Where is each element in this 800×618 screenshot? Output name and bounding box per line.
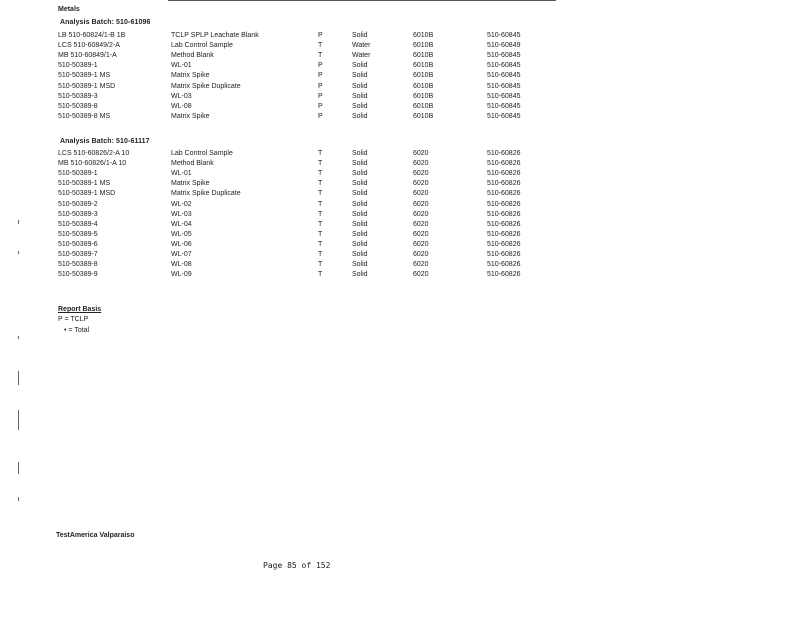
sample-id: 510-50389-7 <box>58 251 98 258</box>
matrix: Solid <box>352 210 368 218</box>
margin-mark <box>18 336 19 339</box>
method: 6020 <box>413 240 429 248</box>
table-row <box>0 149 800 159</box>
method: 6010B <box>413 72 434 80</box>
prep-batch: 510-60849 <box>487 42 521 50</box>
client-sample-id: WL-03 <box>171 210 192 218</box>
margin-mark <box>18 497 19 501</box>
report-basis-line-2: • = Total <box>64 327 90 334</box>
table-row <box>0 260 800 270</box>
sample-id: 510-50389-6 <box>58 240 98 248</box>
client-sample-id: Matrix Spike Duplicate <box>171 82 241 90</box>
prep-batch: 510-60826 <box>487 150 521 157</box>
matrix: Solid <box>352 92 368 100</box>
sample-id: MB 510-60849/1-A <box>58 52 117 60</box>
sample-id: 510-50389-2 <box>58 200 98 208</box>
method: 6020 <box>413 210 429 218</box>
prep-batch: 510-60826 <box>487 170 521 178</box>
method: 6010B <box>413 102 434 110</box>
margin-mark <box>18 462 19 474</box>
table-row <box>0 270 800 280</box>
prep-batch: 510-60826 <box>487 240 521 248</box>
sample-id: MB 510-60826/1-A 10 <box>58 160 127 168</box>
matrix: Solid <box>352 150 368 157</box>
matrix: Solid <box>352 190 368 198</box>
method: 6010B <box>413 42 434 50</box>
client-sample-id: Matrix Spike <box>171 112 210 120</box>
sample-id: 510-50389-4 <box>58 220 98 228</box>
sample-id: LCS 510-60849/2-A <box>58 42 120 50</box>
table-row <box>0 230 800 240</box>
prep-type: T <box>318 200 323 208</box>
table-row <box>0 200 800 210</box>
report-basis-line-2-text: = Total <box>68 327 90 334</box>
client-sample-id: WL-07 <box>171 251 192 258</box>
margin-mark <box>18 251 19 254</box>
margin-mark <box>18 371 19 385</box>
client-sample-id: WL-04 <box>171 220 192 228</box>
sample-id: 510-50389-1 MSD <box>58 82 116 90</box>
table-row <box>0 61 800 71</box>
client-sample-id: Matrix Spike <box>171 180 210 188</box>
sample-id: LCS 510-60826/2-A 10 <box>58 150 130 157</box>
prep-batch: 510-60826 <box>487 210 521 218</box>
method: 6010B <box>413 32 434 39</box>
matrix: Solid <box>352 261 368 269</box>
prep-type: P <box>318 72 323 80</box>
matrix: Solid <box>352 32 368 39</box>
table-row <box>0 102 800 112</box>
method: 6020 <box>413 180 429 188</box>
sample-id: 510-50389-1 MSD <box>58 190 116 198</box>
client-sample-id: WL-03 <box>171 92 192 100</box>
sample-id: 510-50389-1 <box>58 62 98 70</box>
table-row <box>0 51 800 61</box>
client-sample-id: Lab Control Sample <box>171 150 233 157</box>
matrix: Solid <box>352 220 368 228</box>
matrix: Water <box>352 52 371 60</box>
matrix: Water <box>352 42 371 50</box>
method: 6020 <box>413 251 429 258</box>
prep-batch: 510-60826 <box>487 220 521 228</box>
sample-id: LB 510-60824/1-B 1B <box>58 32 126 39</box>
prep-batch: 510-60826 <box>487 261 521 269</box>
client-sample-id: Method Blank <box>171 160 214 168</box>
prep-type: T <box>318 180 323 188</box>
prep-type: P <box>318 62 323 70</box>
matrix: Solid <box>352 62 368 70</box>
sample-id: 510-50389-8 MS <box>58 112 111 120</box>
prep-batch: 510-60845 <box>487 72 521 80</box>
top-rule <box>168 0 556 1</box>
table-row <box>0 41 800 51</box>
matrix: Solid <box>352 251 368 258</box>
batch-heading-1: Analysis Batch: 510-61096 <box>60 19 151 26</box>
prep-type: T <box>318 220 323 228</box>
batch-heading-2: Analysis Batch: 510-61117 <box>60 138 150 145</box>
sample-id: 510-50389-3 <box>58 92 98 100</box>
table-row <box>0 220 800 230</box>
prep-type: T <box>318 52 323 60</box>
page-number: Page 85 of 152 <box>263 561 331 570</box>
client-sample-id: WL-09 <box>171 271 192 279</box>
method: 6020 <box>413 160 429 168</box>
method: 6020 <box>413 261 429 269</box>
prep-type: T <box>318 240 323 248</box>
prep-batch: 510-60826 <box>487 251 521 258</box>
margin-mark <box>18 220 19 224</box>
prep-batch: 510-60845 <box>487 62 521 70</box>
matrix: Solid <box>352 82 368 90</box>
matrix: Solid <box>352 271 368 279</box>
prep-batch: 510-60826 <box>487 200 521 208</box>
method: 6010B <box>413 52 434 60</box>
prep-type: T <box>318 42 323 50</box>
method: 6020 <box>413 170 429 178</box>
matrix: Solid <box>352 200 368 208</box>
client-sample-id: Method Blank <box>171 52 214 60</box>
prep-batch: 510-60826 <box>487 160 521 168</box>
sample-id: 510-50389-1 <box>58 170 98 178</box>
method: 6010B <box>413 112 434 120</box>
prep-type: T <box>318 160 323 168</box>
client-sample-id: TCLP SPLP Leachate Blank <box>171 32 259 39</box>
client-sample-id: WL-05 <box>171 230 192 238</box>
margin-mark <box>18 410 19 430</box>
prep-batch: 510-60845 <box>487 112 521 120</box>
sample-id: 510-50389-1 MS <box>58 72 111 80</box>
method: 6020 <box>413 190 429 198</box>
table-row <box>0 169 800 179</box>
client-sample-id: WL-08 <box>171 102 192 110</box>
matrix: Solid <box>352 112 368 120</box>
prep-type: T <box>318 271 323 279</box>
method: 6010B <box>413 62 434 70</box>
prep-type: T <box>318 190 323 198</box>
matrix: Solid <box>352 240 368 248</box>
sample-id: 510-50389-3 <box>58 210 98 218</box>
method: 6020 <box>413 220 429 228</box>
method: 6010B <box>413 92 434 100</box>
table-row <box>0 179 800 189</box>
prep-type: P <box>318 92 323 100</box>
matrix: Solid <box>352 180 368 188</box>
table-row <box>0 240 800 250</box>
table-row <box>0 71 800 81</box>
client-sample-id: WL-06 <box>171 240 192 248</box>
table-row <box>0 31 800 41</box>
table-row <box>0 210 800 220</box>
prep-type: T <box>318 170 323 178</box>
client-sample-id: Matrix Spike <box>171 72 210 80</box>
prep-type: T <box>318 150 323 157</box>
method: 6020 <box>413 150 429 157</box>
prep-type: P <box>318 82 323 90</box>
table-row <box>0 82 800 92</box>
prep-batch: 510-60845 <box>487 32 521 39</box>
sample-id: 510-50389-8 <box>58 261 98 269</box>
matrix: Solid <box>352 102 368 110</box>
matrix: Solid <box>352 72 368 80</box>
prep-type: T <box>318 230 323 238</box>
table-row <box>0 189 800 199</box>
client-sample-id: WL-02 <box>171 200 192 208</box>
report-basis-label: Report Basis <box>58 306 102 313</box>
report-basis-line-1: P = TCLP <box>58 316 89 323</box>
prep-type: P <box>318 102 323 110</box>
method: 6020 <box>413 230 429 238</box>
table-row <box>0 250 800 260</box>
prep-type: T <box>318 261 323 269</box>
prep-batch: 510-60826 <box>487 190 521 198</box>
prep-type: T <box>318 210 323 218</box>
method: 6020 <box>413 200 429 208</box>
matrix: Solid <box>352 170 368 178</box>
prep-batch: 510-60845 <box>487 52 521 60</box>
method: 6020 <box>413 271 429 279</box>
prep-batch: 510-60845 <box>487 102 521 110</box>
sample-id: 510-50389-5 <box>58 230 98 238</box>
client-sample-id: WL-08 <box>171 261 192 269</box>
prep-type: P <box>318 32 323 39</box>
prep-type: P <box>318 112 323 120</box>
section-title: Metals <box>58 6 80 13</box>
table-row <box>0 159 800 169</box>
prep-batch: 510-60845 <box>487 82 521 90</box>
table-row <box>0 92 800 102</box>
sample-id: 510-50389-1 MS <box>58 180 111 188</box>
prep-type: T <box>318 251 323 258</box>
prep-batch: 510-60826 <box>487 180 521 188</box>
prep-batch: 510-60826 <box>487 271 521 279</box>
sample-id: 510-50389-9 <box>58 271 98 279</box>
prep-batch: 510-60845 <box>487 92 521 100</box>
client-sample-id: Matrix Spike Duplicate <box>171 190 241 198</box>
matrix: Solid <box>352 160 368 168</box>
table-row <box>0 112 800 122</box>
client-sample-id: WL-01 <box>171 62 192 70</box>
client-sample-id: Lab Control Sample <box>171 42 233 50</box>
client-sample-id: WL-01 <box>171 170 192 178</box>
method: 6010B <box>413 82 434 90</box>
footer-company: TestAmerica Valparaiso <box>56 532 135 539</box>
matrix: Solid <box>352 230 368 238</box>
prep-batch: 510-60826 <box>487 230 521 238</box>
sample-id: 510-50389-8 <box>58 102 98 110</box>
